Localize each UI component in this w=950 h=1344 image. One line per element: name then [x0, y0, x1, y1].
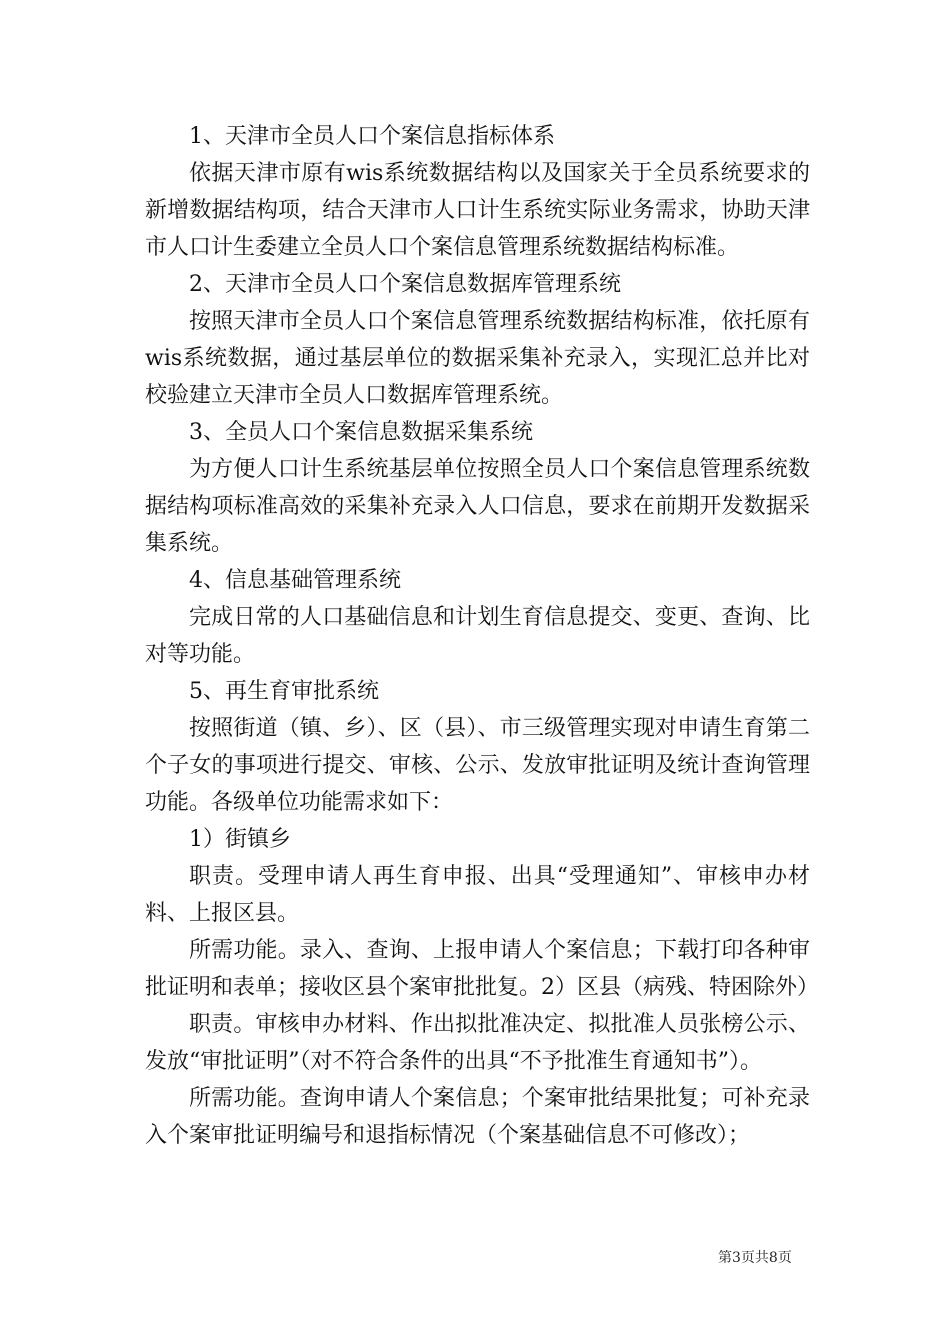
heading-basic-management: 4、信息基础管理系统: [189, 568, 401, 593]
paragraph-approval-system: 按照街道（镇、乡）、区（县）、市三级管理实现对申请生育第二个子女的事项进行提交、审核、公示、发放审批证明及统计查询管理功能。各级单位功能需求如下：: [145, 716, 810, 815]
heading-indicator-system: 1、天津市全员人口个案信息指标体系: [189, 124, 555, 149]
paragraph-street-duties: 职责。受理申请人再生育申报、出具“受理通知”、审核申办材料、上报区县。: [145, 864, 810, 926]
subheading-street-town: 1）街镇乡: [189, 827, 291, 852]
document-body: [145, 118, 819, 1154]
paragraph-district-duties: 职责。审核申办材料、作出拟批准决定、拟批准人员张榜公示、发放“审批证明”（对不符合条件的出具“不予批准生育通知书”）。: [145, 1012, 810, 1074]
paragraph-indicator-system: 依据天津市原有wis系统数据结构以及国家关于全员系统要求的新增数据结构项，结合天津市人口计生系统实际业务需求，协助天津市人口计生委建立全员人口个案信息管理系统数据结构标准。: [145, 161, 810, 260]
paragraph-district-functions: 所需功能。查询申请人个案信息；个案审批结果批复；可补充录入个案审批证明编号和退指标情况（个案基础信息不可修改）；: [145, 1086, 810, 1148]
page-number-footer: 第3页共8页: [718, 1250, 792, 1266]
heading-approval-system: 5、再生育审批系统: [189, 679, 379, 704]
heading-database-system: 2、天津市全员人口个案信息数据库管理系统: [189, 272, 621, 297]
paragraph-street-functions: 所需功能。录入、查询、上报申请人个案信息；下载打印各种审批证明和表单；接收区县个案审批批复。2）区县（病残、特困除外）: [145, 938, 819, 1000]
heading-collection-system: 3、全员人口个案信息数据采集系统: [189, 420, 533, 445]
paragraph-collection-system: 为方便人口计生系统基层单位按照全员人口个案信息管理系统数据结构项标准高效的采集补充录入人口信息，要求在前期开发数据采集系统。: [145, 457, 810, 556]
paragraph-basic-management: 完成日常的人口基础信息和计划生育信息提交、变更、查询、比对等功能。: [145, 605, 810, 667]
paragraph-database-system: 按照天津市全员人口个案信息管理系统数据结构标准，依托原有wis系统数据，通过基层单位的数据采集补充录入，实现汇总并比对校验建立天津市全员人口数据库管理系统。: [145, 309, 810, 408]
